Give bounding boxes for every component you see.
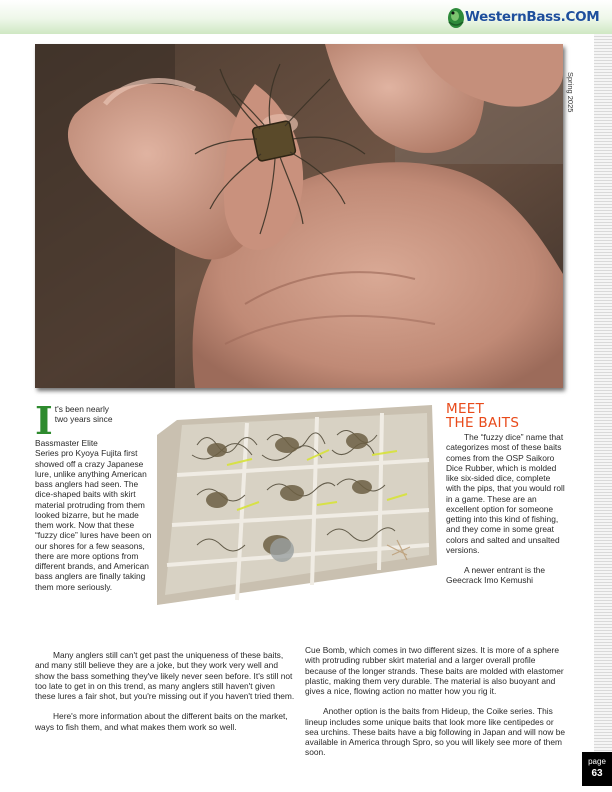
section-heading [446, 402, 566, 430]
main-photo [35, 44, 563, 388]
right-paragraph-2: Cue Bomb, which comes in two different sizes. It is more of a sphere with protruding rubber skirt material and a larger overall profile because of the longer strands. These baits are molded with elastomer plastic, making them very durable. The material is also buoyant and gives a nice, flowing action no matter how you rig it. [305, 645, 564, 696]
page-number: 63 [591, 768, 603, 779]
intro-paragraph: Series pro Kyoya Fujita first showed off a crazy Japanese lure, unlike anything American bass anglers had seen. The dice-shaped baits with skirt material protruding from them looked bizarre, but he made them work. Now that these “fuzzy dice” lures have been on our shores for a few seasons, there are more options from different brands, and American bass anglers are finally taking them more seriously. [35, 448, 152, 592]
intro-line-2: two years since [54, 414, 113, 425]
intro-line-1: t's been nearly [54, 404, 109, 414]
right-column-lower [305, 645, 567, 758]
heading-line-1: MEET [446, 401, 485, 417]
paragraph-2: Many anglers still can't get past the uniqueness of these baits, and many still believe they are a joke, but they work very well and show the bass something they've likely never seen before. It's still not too late to get in on this trend, as many anglers still haven't given these lures a fair shot, but you're missing out if you haven't tried them. [35, 650, 295, 701]
hand-holding-lure-image [35, 44, 563, 388]
logo-text: WesternBass.COM [465, 9, 600, 25]
side-rule [594, 34, 612, 754]
intro-line-3: Bassmaster Elite [35, 438, 98, 448]
right-paragraph-2-lead: A newer entrant is the Geecrack Imo Kemushi [446, 565, 546, 586]
paragraph-3: Here's more information about the different baits on the market, ways to fish them, and what makes them work so well. [35, 711, 288, 732]
right-paragraph-3: Another option is the baits from Hideup, the Coike series. This lineup includes some unique baits that look more like centipedes or sea urchins. These baits have a big following in Japan and will now be available in America through Spro, so you will likely see more of them soon. [305, 706, 566, 758]
inset-photo [157, 405, 437, 605]
bass-fish-icon [446, 6, 466, 30]
left-column-intro [35, 398, 155, 592]
site-logo[interactable] [446, 6, 600, 32]
page-number-tab [582, 752, 612, 786]
page-label: page [588, 757, 606, 766]
right-column-upper [446, 432, 566, 586]
issue-label: Spring 2025 [566, 72, 575, 113]
right-paragraph-1: The “fuzzy dice” name that categorizes most of these baits comes from the OSP Saikoro Dice Rubber, which is molded like six-sided dice, complete with the pips, that you would roll in a game. These are an excellent option for someone getting into this kind of fishing, and they come in some great colors and salted and unsalted versions. [446, 432, 565, 555]
heading-line-2: THE BAITS [446, 415, 520, 431]
left-column-lower [35, 650, 297, 732]
tackle-box-image [157, 405, 437, 605]
dropcap-letter: I [35, 398, 53, 443]
